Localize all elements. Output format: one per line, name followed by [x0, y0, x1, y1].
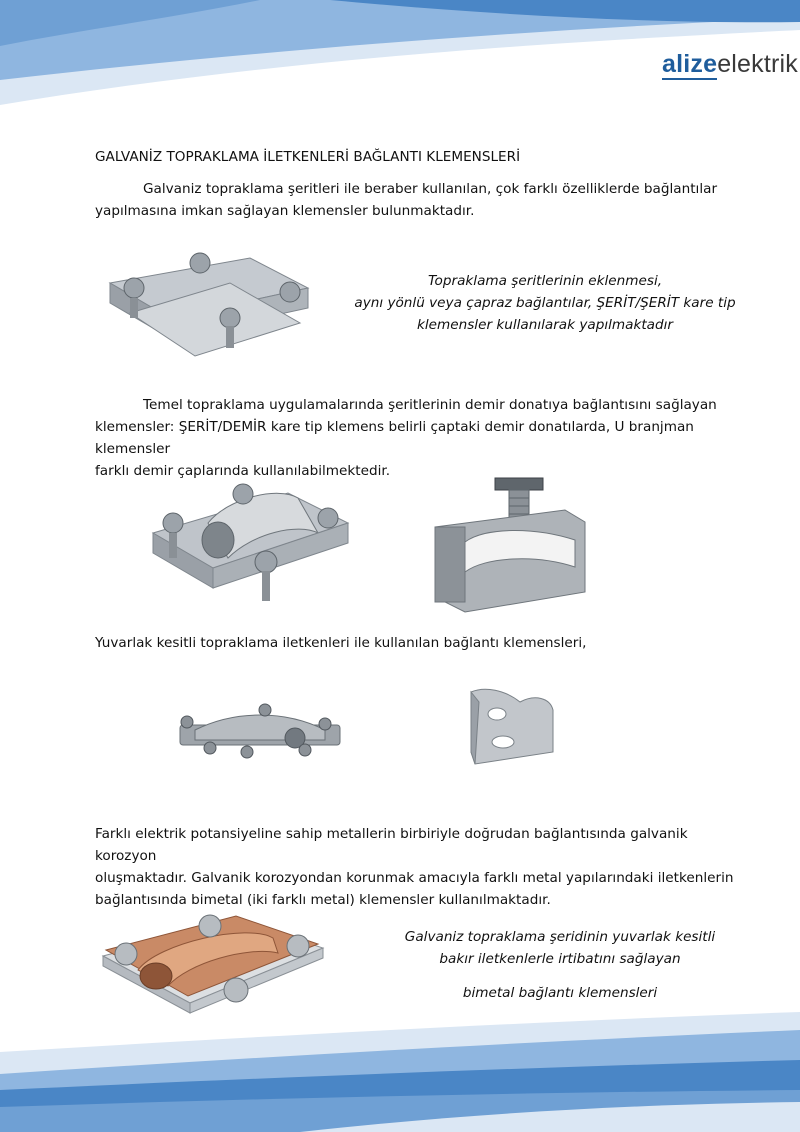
para2-line-1: Temel topraklama uygulamalarında şeritlerinin demir donatıya bağlantısını sağlayan — [143, 397, 717, 413]
para4-line-2: oluşmaktadır. Galvanik korozyondan korunmak amacıyla farklı metal yapılarındaki iletkenlerin — [95, 870, 734, 886]
intro-paragraph — [95, 178, 745, 222]
strip-rebar-clamp-image — [148, 478, 353, 608]
caption1-line-2: aynı yönlü veya çapraz bağlantılar, ŞERİT/ŞERİT kare tip — [354, 295, 736, 311]
caption2-line-1: Galvaniz topraklama şeridinin yuvarlak kesitli — [404, 929, 716, 945]
rebar-paragraph — [95, 394, 745, 482]
strip-strip-clamp-image — [100, 238, 315, 363]
logo-part-alize: alize — [662, 50, 718, 78]
intro-line-1: Galvaniz topraklama şeritleri ile beraber kullanılan, çok farklı özelliklerde bağlantılar — [143, 181, 718, 197]
bimetal-clamp-image — [98, 908, 328, 1023]
round-conductor-paragraph: Yuvarlak kesitli topraklama iletkenleri ile kullanılan bağlantı klemensleri, — [95, 635, 587, 651]
u-branch-clamp-image — [425, 472, 595, 622]
para2-line-2: klemensler: ŞERİT/DEMİR kare tip klemens belirli çaptaki demir donatılarda, U branjman klemensler — [95, 419, 694, 457]
bimetal-paragraph — [95, 823, 745, 911]
logo-part-elektrik: elektrik — [717, 50, 798, 78]
caption1-line-1: Topraklama şeritlerinin eklenmesi, — [427, 273, 663, 289]
caption2-line-3: bimetal bağlantı klemensleri — [462, 985, 658, 1001]
caption-strip-clamp — [340, 270, 750, 336]
bent-plate-clamp-image — [465, 682, 560, 770]
para4-line-1: Farklı elektrik potansiyeline sahip metallerin birbiriyle doğrudan bağlantısında galvanik korozyon — [95, 826, 688, 864]
intro-line-2: yapılmasına imkan sağlayan klemensler bulunmaktadır. — [95, 203, 475, 219]
para4-line-3: bağlantısında bimetal (iki farklı metal) klemensler kullanılmaktadır. — [95, 892, 551, 908]
caption1-line-3: klemensler kullanılarak yapılmaktadır — [416, 317, 673, 333]
page-title: GALVANİZ TOPRAKLAMA İLETKENLERİ BAĞLANTI KLEMENSLERİ — [95, 149, 521, 165]
company-logo — [662, 50, 798, 79]
footer-wave-decoration — [0, 1012, 800, 1132]
para2-line-3: farklı demir çaplarında kullanılabilmektedir. — [95, 463, 391, 479]
caption-bimetal-clamp — [380, 926, 740, 1004]
caption2-line-2: bakır iletkenlerle irtibatını sağlayan — [439, 951, 681, 967]
round-conductor-clamp-image — [175, 700, 345, 775]
